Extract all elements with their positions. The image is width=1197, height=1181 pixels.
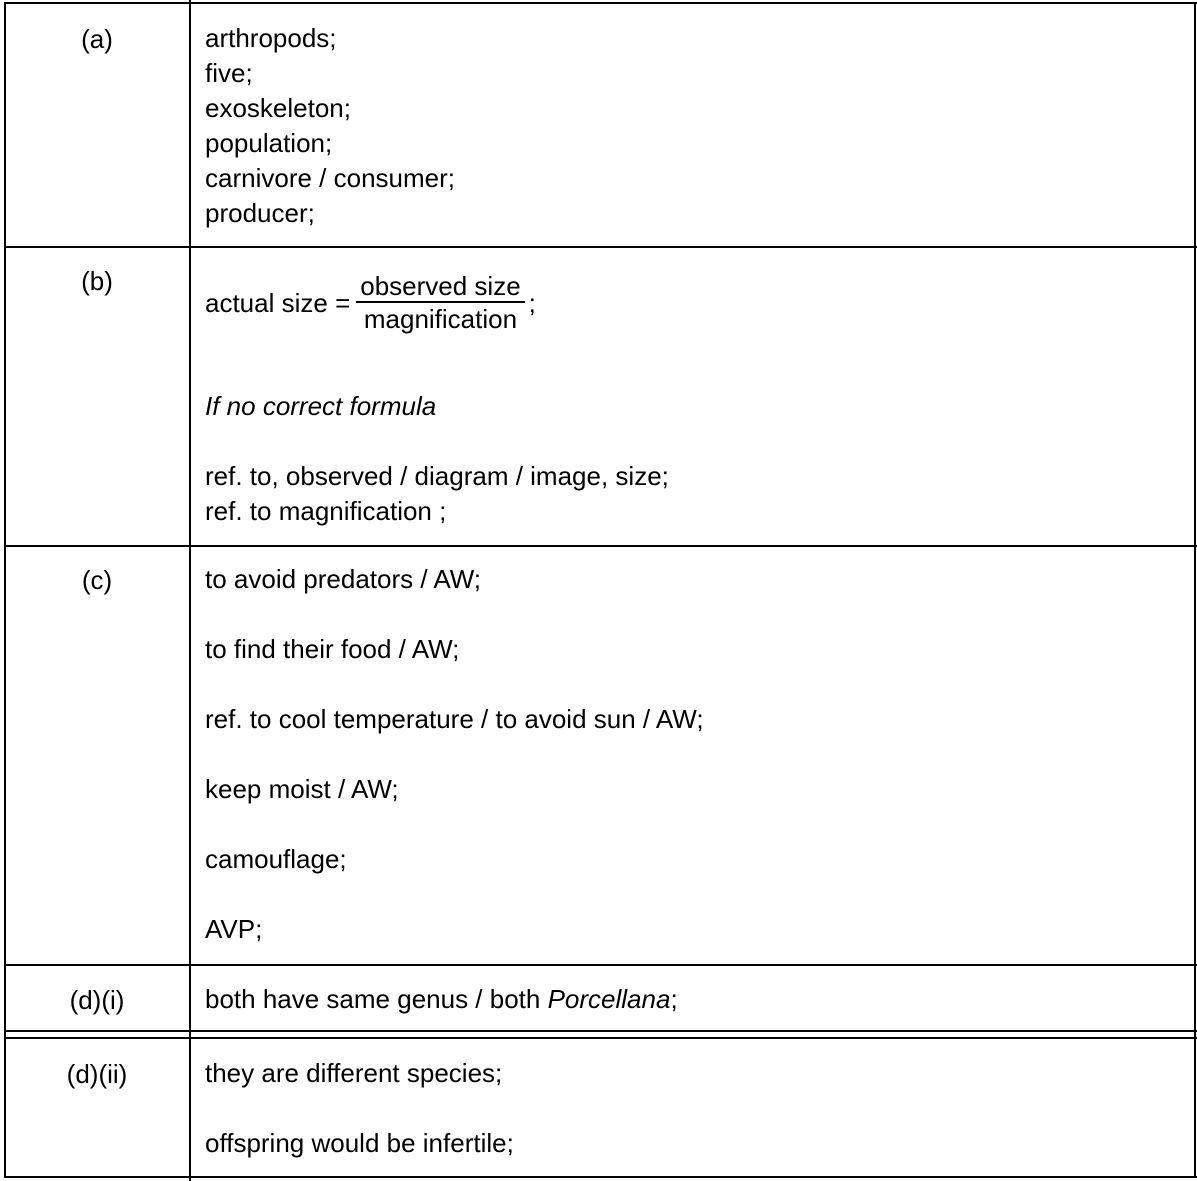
- answer-line: ref. to, observed / diagram / image, size;: [205, 461, 669, 491]
- answer-cell: [205, 389, 1185, 424]
- answer-line: producer;: [205, 198, 315, 228]
- table-border-right: [1194, 2, 1196, 1178]
- answer-line: they are different species;: [205, 1058, 503, 1088]
- answer-line: five;: [205, 58, 253, 88]
- answer-line: arthropods;: [205, 23, 337, 53]
- row-divider: [4, 1037, 1197, 1039]
- part-label: (c): [81, 565, 113, 595]
- answer-line: offspring would be infertile;: [205, 1128, 514, 1158]
- row-divider: [4, 1030, 1197, 1032]
- answer-line: keep moist / AW;: [205, 774, 399, 804]
- answer-line: AVP;: [205, 914, 263, 944]
- answer-line: to find their food / AW;: [205, 634, 460, 664]
- answer-line: ref. to magnification ;: [205, 496, 447, 526]
- formula: [205, 268, 1185, 338]
- formula-lhs: actual size =: [205, 287, 351, 318]
- fraction: [356, 271, 524, 335]
- answer-line: population;: [205, 128, 333, 158]
- answer-cell: [205, 982, 1185, 1017]
- part-label: (d)(i): [69, 985, 125, 1015]
- answer-line: ref. to cool temperature / to avoid sun / AW;: [205, 704, 704, 734]
- answer-line: both have same genus / both Porcellana;: [205, 984, 678, 1014]
- answer-cell: [205, 459, 1185, 529]
- answer-cell: [205, 21, 1185, 231]
- table-border-bottom: [4, 1176, 1197, 1178]
- row-divider: [4, 964, 1197, 966]
- row-divider: [4, 545, 1197, 547]
- genus-name: Porcellana: [547, 984, 671, 1014]
- answer-cell: [205, 562, 1185, 947]
- answer-line: exoskeleton;: [205, 93, 351, 123]
- condition-text: If no correct formula: [205, 391, 437, 421]
- fraction-numerator: observed size: [356, 271, 524, 303]
- answer-cell: [205, 268, 1185, 338]
- part-label: (a): [81, 24, 113, 54]
- fraction-denominator: magnification: [363, 304, 518, 334]
- answer-cell: [205, 1056, 1185, 1161]
- answer-line: camouflage;: [205, 844, 347, 874]
- formula-end: ;: [528, 287, 536, 318]
- row-divider: [4, 246, 1197, 248]
- answer-line: carnivore / consumer;: [205, 163, 455, 193]
- part-label: (b): [81, 266, 113, 296]
- table-border-top: [4, 2, 1197, 4]
- answer-line: to avoid predators / AW;: [205, 564, 482, 594]
- part-label: (d)(ii): [66, 1059, 128, 1089]
